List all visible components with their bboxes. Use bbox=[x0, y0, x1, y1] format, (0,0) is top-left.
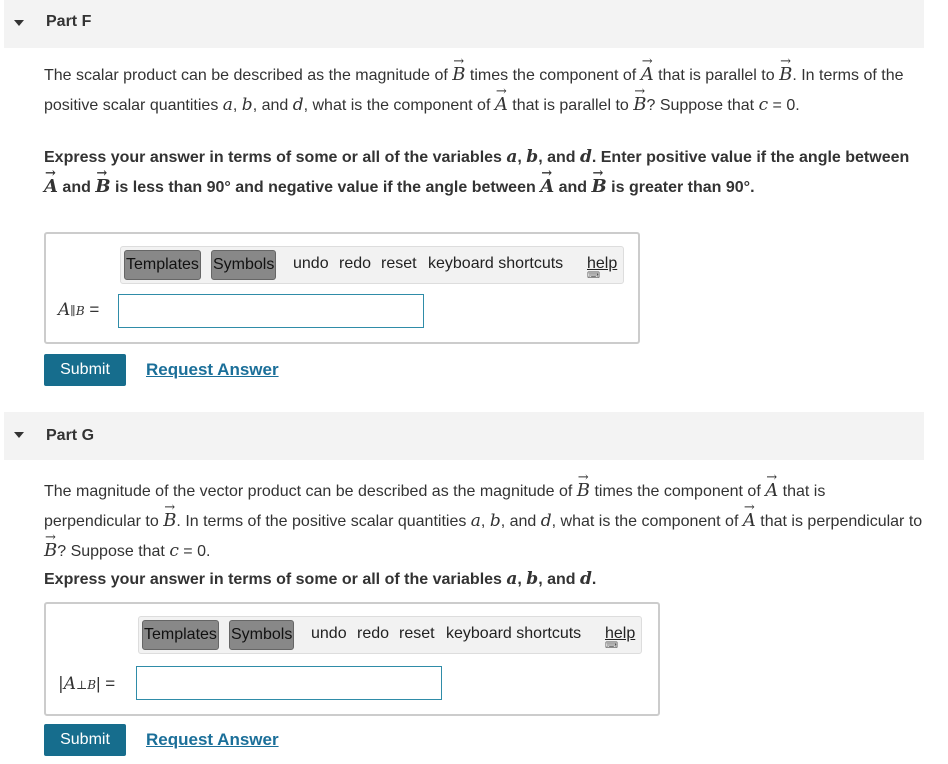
help-button[interactable]: help bbox=[587, 255, 618, 272]
part-f-request-answer-link[interactable]: Request Answer bbox=[146, 360, 279, 379]
math-toolbar bbox=[120, 246, 624, 284]
part-g-title: Part G bbox=[46, 427, 95, 444]
part-g-request-answer-link[interactable]: Request Answer bbox=[146, 730, 279, 749]
caret-down-icon[interactable] bbox=[14, 432, 24, 438]
part-g-instructions: Express your answer in terms of some or all of the variables a, b, and d. bbox=[44, 569, 597, 589]
part-g-submit-button[interactable]: Submit bbox=[44, 724, 126, 756]
redo-button[interactable]: redo bbox=[339, 255, 372, 272]
symbols-button[interactable]: Symbols bbox=[229, 620, 294, 650]
caret-down-icon[interactable] bbox=[14, 20, 24, 26]
keyboard-icon: ⌨ bbox=[605, 640, 618, 650]
templates-button[interactable]: Templates bbox=[142, 620, 219, 650]
part-g-answer-label: |A⊥B| = bbox=[58, 674, 116, 694]
help-button[interactable]: help bbox=[605, 625, 636, 642]
part-f-answer-box bbox=[44, 232, 640, 344]
keyboard-shortcuts-button[interactable]: keyboard shortcuts bbox=[446, 625, 582, 642]
part-g-question: The magnitude of the vector product can be described as the magnitude of → B times the component of → A that is perpendicular to → B. In terms of the positive scalar quantities a, b, and d, what is the component of → A that is perpendicular to → B? Suppose that c = 0. bbox=[44, 476, 924, 566]
undo-button[interactable]: undo bbox=[311, 625, 347, 642]
part-g-answer-box bbox=[44, 602, 660, 716]
keyboard-shortcuts-button[interactable]: keyboard shortcuts bbox=[428, 255, 564, 272]
part-g-header[interactable] bbox=[4, 412, 924, 460]
redo-button[interactable]: redo bbox=[357, 625, 390, 642]
part-f-title: Part F bbox=[46, 13, 92, 30]
part-f-submit-button[interactable]: Submit bbox=[44, 354, 126, 386]
part-f-answer-input[interactable] bbox=[118, 294, 424, 328]
symbols-button[interactable]: Symbols bbox=[211, 250, 276, 280]
reset-button[interactable]: reset bbox=[381, 255, 417, 272]
keyboard-icon: ⌨ bbox=[587, 270, 600, 280]
math-toolbar bbox=[138, 616, 642, 654]
part-f-answer-label: A∥B = bbox=[58, 300, 100, 320]
reset-button[interactable]: reset bbox=[399, 625, 435, 642]
part-f-header[interactable] bbox=[4, 0, 924, 48]
part-f-question: The scalar product can be described as the magnitude of → B times the component of → A that is parallel to → B. In terms of the positive scalar quantities a, b, and d, what is the component of → A that is parallel to → B? Suppose that c = 0. bbox=[44, 60, 924, 120]
part-f-instructions: Express your answer in terms of some or all of the variables a, b, and d. Enter positive value if the angle between → A and → B is less than 90° and negative value if the angle between → A and → B is greater than 90°. bbox=[44, 143, 924, 202]
undo-button[interactable]: undo bbox=[293, 255, 329, 272]
part-g-answer-input[interactable] bbox=[136, 666, 442, 700]
templates-button[interactable]: Templates bbox=[124, 250, 201, 280]
